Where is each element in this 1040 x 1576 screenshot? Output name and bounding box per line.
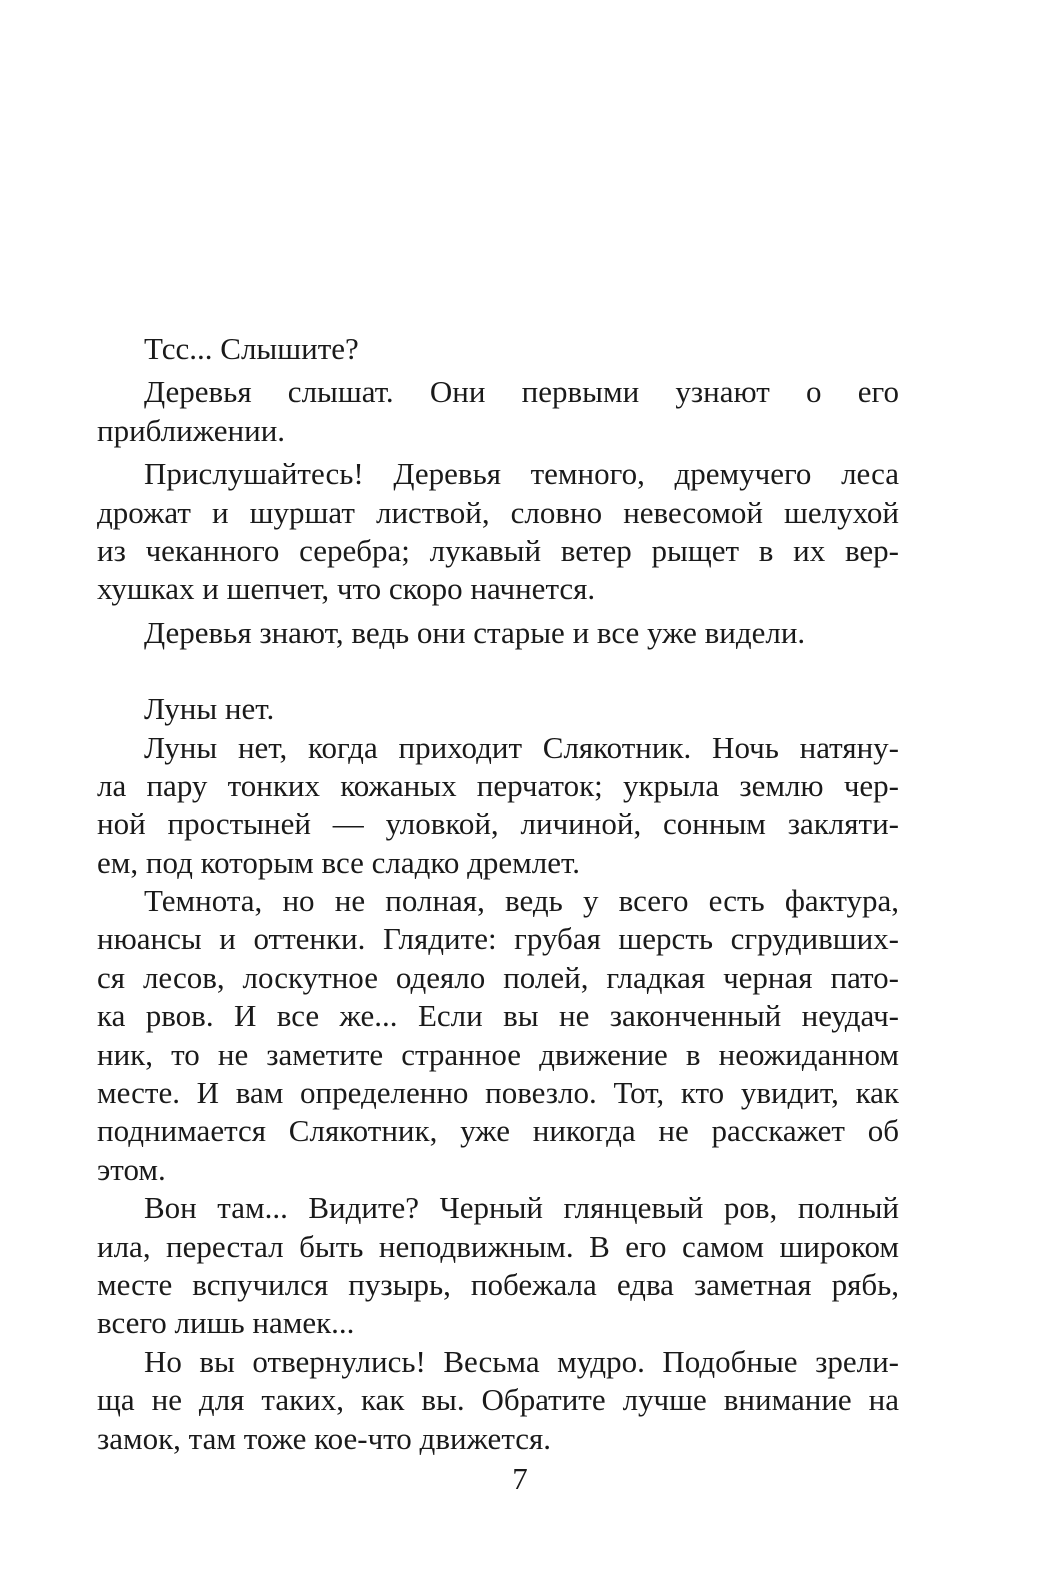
text-line: Деревья знают, ведь они старые и все уже видели.: [144, 614, 806, 650]
text-line: Луны нет.: [144, 691, 275, 727]
text-line: замок, там тоже кое-что движется.: [97, 1420, 552, 1456]
text-line: дрожат и шуршат листвой, словно невесомой шелухой: [97, 494, 899, 530]
text-line: ка рвов. И все же... Если вы не законченный неудач-: [97, 998, 899, 1034]
text-line: ща не для таких, как вы. Обратите лучше внимание на: [97, 1382, 899, 1418]
body-text: [97, 330, 899, 1458]
text-line: поднимается Слякотник, уже никогда не расскажет об: [97, 1113, 899, 1149]
text-line: Темнота, но не полная, ведь у всего есть фактура,: [144, 883, 899, 919]
paragraph: [97, 614, 899, 652]
page-number: 7: [512, 1461, 528, 1496]
text-line: ник, то не заметите странное движение в неожиданном: [97, 1036, 899, 1072]
paragraph: [97, 455, 899, 609]
text-line: ем, под которым все сладко дремлет.: [97, 844, 580, 880]
section-2: [97, 690, 899, 1458]
text-line: из чеканного серебра; лукавый ветер рыщет в их вер-: [97, 532, 899, 568]
text-line: хушках и шепчет, что скоро начнется.: [97, 571, 596, 607]
text-line: Вон там... Видите? Черный глянцевый ров, полный: [144, 1190, 899, 1226]
paragraph: [97, 690, 899, 728]
text-line: ла пару тонких кожаных перчаток; укрыла землю чер-: [97, 767, 899, 803]
text-line: ила, перестал быть неподвижным. В его самом широком: [97, 1228, 899, 1264]
paragraph: [97, 373, 899, 450]
section-1: [97, 330, 899, 652]
text-line: этом.: [97, 1151, 166, 1187]
text-line: месте. И вам определенно повезло. Тот, кто увидит, как: [97, 1075, 899, 1111]
text-line: Но вы отвернулись! Весьма мудро. Подобные зрели-: [144, 1343, 899, 1379]
text-line: Прислушайтесь! Деревья темного, дремучего леса: [144, 456, 899, 492]
text-line: Луны нет, когда приходит Слякотник. Ночь натяну-: [144, 729, 899, 765]
text-line: ной простыней — уловкой, личиной, сонным закляти-: [97, 806, 899, 842]
text-line: нюансы и оттенки. Глядите: грубая шерсть сгрудивших-: [97, 921, 899, 957]
paragraph: [97, 729, 899, 883]
text-line: Тсс... Слышите?: [144, 331, 359, 366]
paragraph: [97, 882, 899, 1189]
text-line: Деревья слышат. Они первыми узнают о его: [144, 374, 899, 410]
text-line: месте вспучился пузырь, побежала едва заметная рябь,: [97, 1266, 899, 1302]
paragraph: [97, 1189, 899, 1343]
text-line: ся лесов, лоскутное одеяло полей, гладкая черная пато-: [97, 959, 899, 995]
text-line: приближении.: [97, 412, 286, 448]
text-line: всего лишь намек...: [97, 1305, 355, 1341]
paragraph: [97, 1343, 899, 1458]
paragraph: [97, 330, 899, 368]
